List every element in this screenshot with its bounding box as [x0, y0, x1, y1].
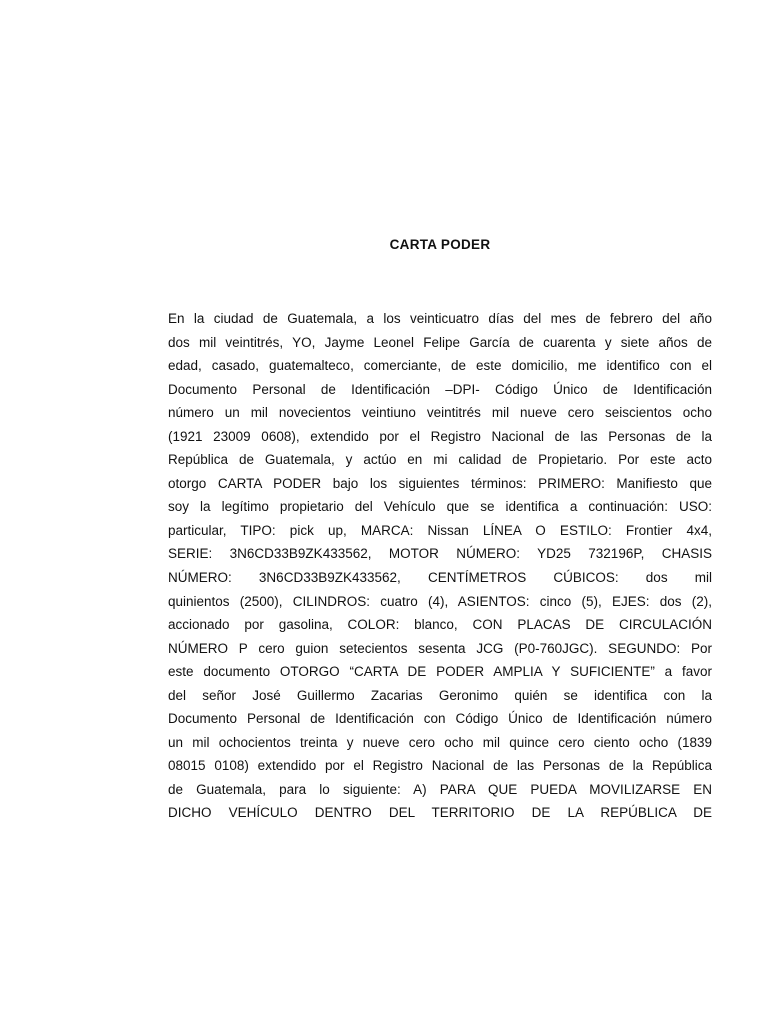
body-line: soy la legítimo propietario del Vehículo que se identifica a continuación: USO: — [168, 499, 712, 515]
body-line: quinientos (2500), CILINDROS: cuatro (4), ASIENTOS: cinco (5), EJES: dos (2), — [168, 593, 712, 609]
body-line: de Guatemala, para lo siguiente: A) PARA QUE PUEDA MOVILIZARSE EN — [168, 781, 712, 797]
document-body — [168, 307, 712, 825]
body-line: 08015 0108) extendido por el Registro Nacional de las Personas de la República — [168, 758, 712, 774]
body-line: NÚMERO P cero guion setecientos sesenta JCG (P0-760JGC). SEGUNDO: Por — [168, 640, 712, 656]
body-line: DICHO VEHÍCULO DENTRO DEL TERRITORIO DE LA REPÚBLICA DE — [168, 805, 712, 821]
body-line: otorgo CARTA PODER bajo los siguientes términos: PRIMERO: Manifiesto que — [168, 475, 712, 491]
body-line: edad, casado, guatemalteco, comerciante, de este domicilio, me identifico con el — [168, 358, 712, 374]
body-line: particular, TIPO: pick up, MARCA: Nissan LÍNEA O ESTILO: Frontier 4x4, — [168, 522, 712, 538]
body-line: Documento Personal de Identificación con Código Único de Identificación número — [168, 711, 712, 727]
body-line: NÚMERO: 3N6CD33B9ZK433562, CENTÍMETROS CÚBICOS: dos mil — [168, 570, 712, 586]
body-line: este documento OTORGO “CARTA DE PODER AMPLIA Y SUFICIENTE” a favor — [168, 664, 712, 680]
body-line: un mil ochocientos treinta y nueve cero ocho mil quince cero ciento ocho (1839 — [168, 734, 712, 750]
body-line: del señor José Guillermo Zacarias Geronimo quién se identifica con la — [168, 687, 712, 703]
body-line: (1921 23009 0608), extendido por el Registro Nacional de las Personas de la — [168, 428, 712, 444]
document-title: CARTA PODER — [389, 237, 491, 252]
body-line: dos mil veintitrés, YO, Jayme Leonel Felipe García de cuarenta y siete años de — [168, 334, 712, 350]
body-line: En la ciudad de Guatemala, a los veinticuatro días del mes de febrero del año — [168, 311, 712, 326]
body-line: República de Guatemala, y actúo en mi calidad de Propietario. Por este acto — [168, 452, 712, 468]
body-line: número un mil novecientos veintiuno veintitrés mil nueve cero seiscientos ocho — [168, 405, 712, 421]
body-line: SERIE: 3N6CD33B9ZK433562, MOTOR NÚMERO: YD25 732196P, CHASIS — [168, 546, 712, 562]
body-line: accionado por gasolina, COLOR: blanco, CON PLACAS DE CIRCULACIÓN — [168, 617, 712, 633]
body-line: Documento Personal de Identificación –DPI- Código Único de Identificación — [168, 381, 712, 397]
